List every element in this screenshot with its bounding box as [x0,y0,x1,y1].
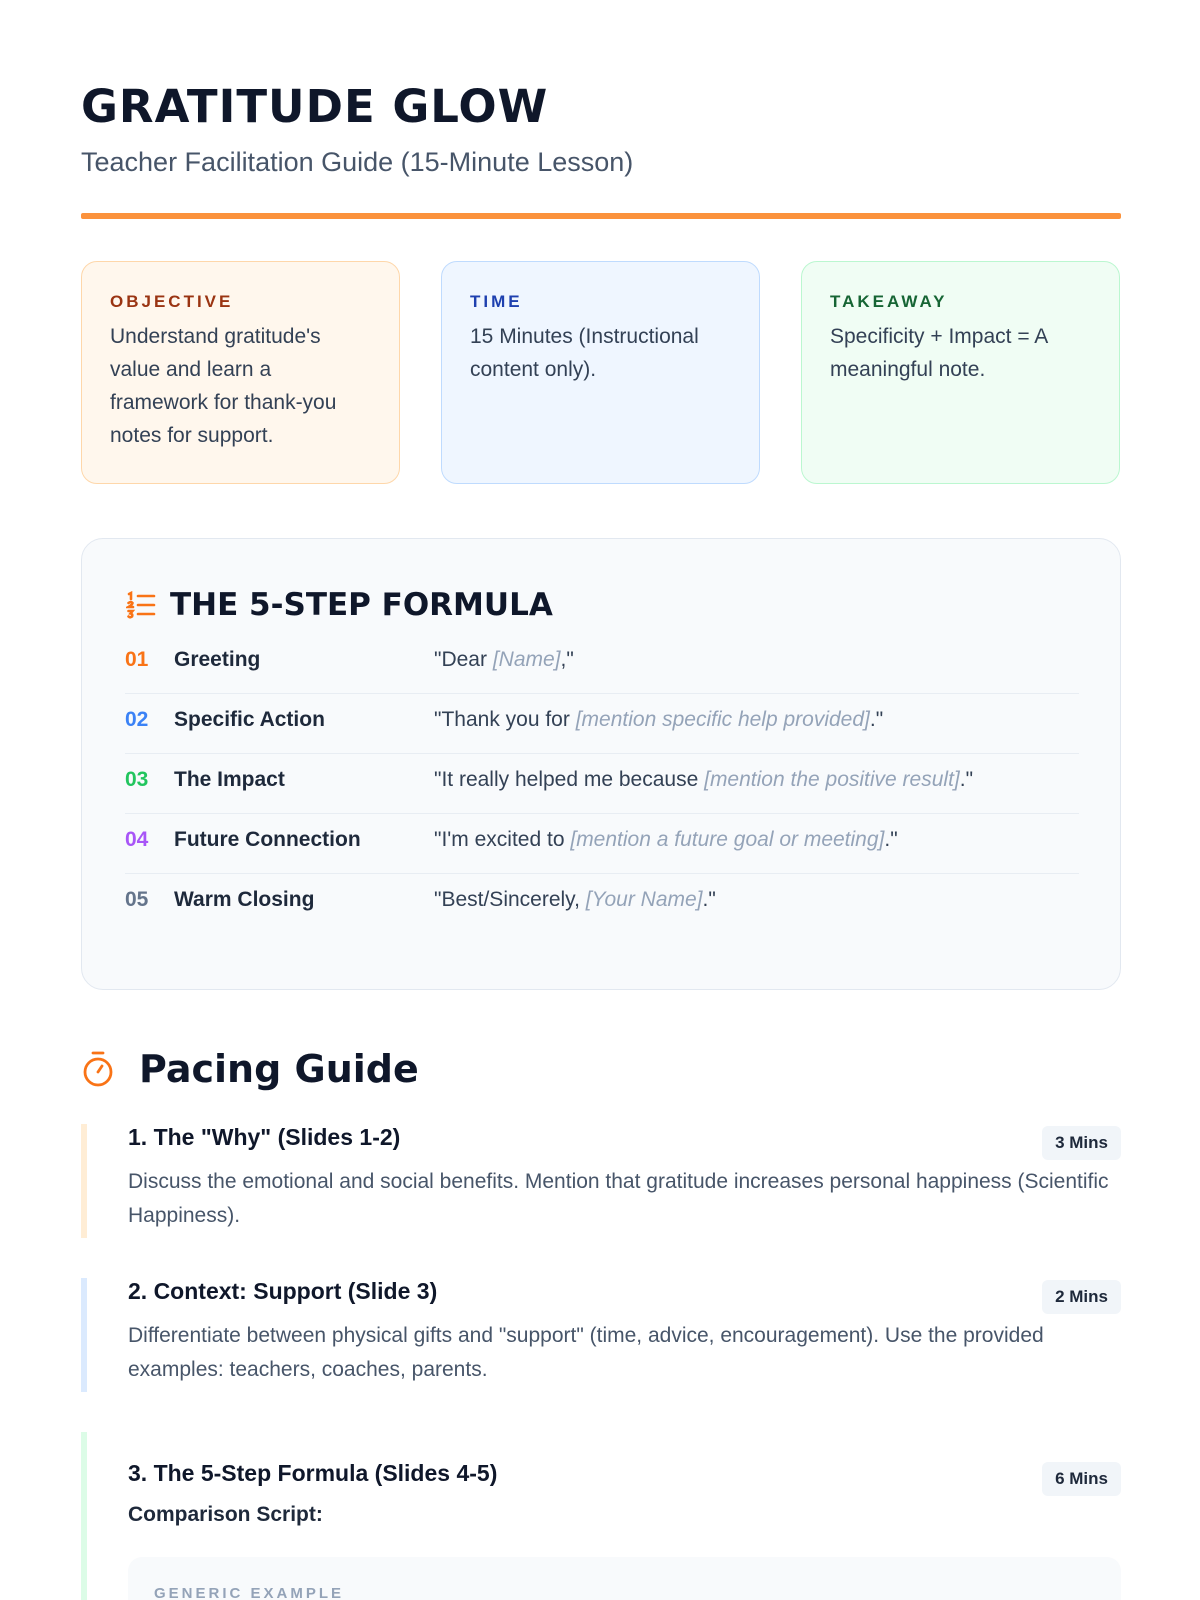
duration-badge: 3 Mins [1042,1126,1121,1160]
pacing-item-description: Differentiate between physical gifts and "support" (time, advice, encouragement). Use the provided examples: teachers, coaches, parents. [128,1324,1044,1381]
page-title: GRATITUDE GLOW [81,80,549,133]
generic-example-label: GENERIC EXAMPLE [154,1585,345,1600]
script-text: "It really helped me because [434,768,705,791]
step-number: 03 [125,768,149,791]
formula-step-row [125,812,1079,874]
takeaway-text: Specificity + Impact = A meaningful note. [830,325,1048,381]
script-text: "Best/Sincerely, [434,888,586,911]
formula-header [126,587,553,623]
formula-step-row [125,692,1079,754]
step-number: 04 [125,828,149,851]
time-card [441,261,760,484]
comparison-script-heading: Comparison Script: [128,1503,323,1526]
takeaway-label: TAKEAWAY [830,292,948,311]
pacing-title: Pacing Guide [139,1047,419,1091]
script-placeholder: [Name] [492,648,561,671]
formula-step-row [125,752,1079,814]
formula-panel [81,538,1121,990]
script-placeholder: [mention a future goal or meeting] [570,828,885,851]
step-name: Future Connection [174,828,361,851]
formula-title: THE 5-STEP FORMULA [170,587,553,623]
formula-step-row [125,632,1079,694]
objective-text: Understand gratitude's value and learn a framework for thank-you notes for support. [110,325,337,447]
formula-step-row [125,872,1079,934]
step-script [434,708,883,732]
script-text: ." [959,768,974,791]
script-placeholder: [Your Name] [585,888,703,911]
script-text: "Thank you for [434,708,576,731]
step-script [434,648,574,672]
pacing-item-why [81,1124,1121,1238]
script-text: ." [869,708,884,731]
pacing-item-context [81,1278,1121,1392]
pacing-header [81,1047,419,1091]
script-text: "Dear [434,648,493,671]
pacing-item-title: 1. The "Why" (Slides 1-2) [128,1124,401,1150]
numbered-list-icon [126,591,156,619]
objective-card [81,261,400,484]
step-name: The Impact [174,768,285,791]
step-script [434,768,973,792]
script-text: ." [702,888,716,911]
pacing-item-title: 2. Context: Support (Slide 3) [128,1278,438,1304]
step-name: Greeting [174,648,261,671]
step-script [434,888,716,912]
stopwatch-icon [81,1050,115,1088]
script-text: ." [884,828,898,851]
step-number: 01 [125,648,149,671]
generic-example-box [128,1557,1121,1600]
script-text: ," [560,648,574,671]
step-name: Warm Closing [174,888,315,911]
time-label: TIME [470,292,523,311]
pacing-item-formula [81,1432,1121,1600]
duration-badge: 6 Mins [1042,1462,1121,1496]
step-number: 02 [125,708,149,731]
script-placeholder: [mention the positive result] [704,768,960,791]
header-divider [81,213,1121,219]
script-text: "I'm excited to [434,828,571,851]
page-subtitle: Teacher Facilitation Guide (15-Minute Lesson) [81,147,634,177]
pacing-item-title: 3. The 5-Step Formula (Slides 4-5) [128,1460,498,1486]
pacing-item-description: Discuss the emotional and social benefits. Mention that gratitude increases personal happiness (Scientific Happiness). [128,1170,1109,1227]
takeaway-card [801,261,1120,484]
time-text: 15 Minutes (Instructional content only). [470,325,699,381]
script-placeholder: [mention specific help provided] [575,708,870,731]
step-name: Specific Action [174,708,325,731]
duration-badge: 2 Mins [1042,1280,1121,1314]
step-script [434,828,898,852]
objective-label: OBJECTIVE [110,292,234,311]
step-number: 05 [125,888,149,911]
